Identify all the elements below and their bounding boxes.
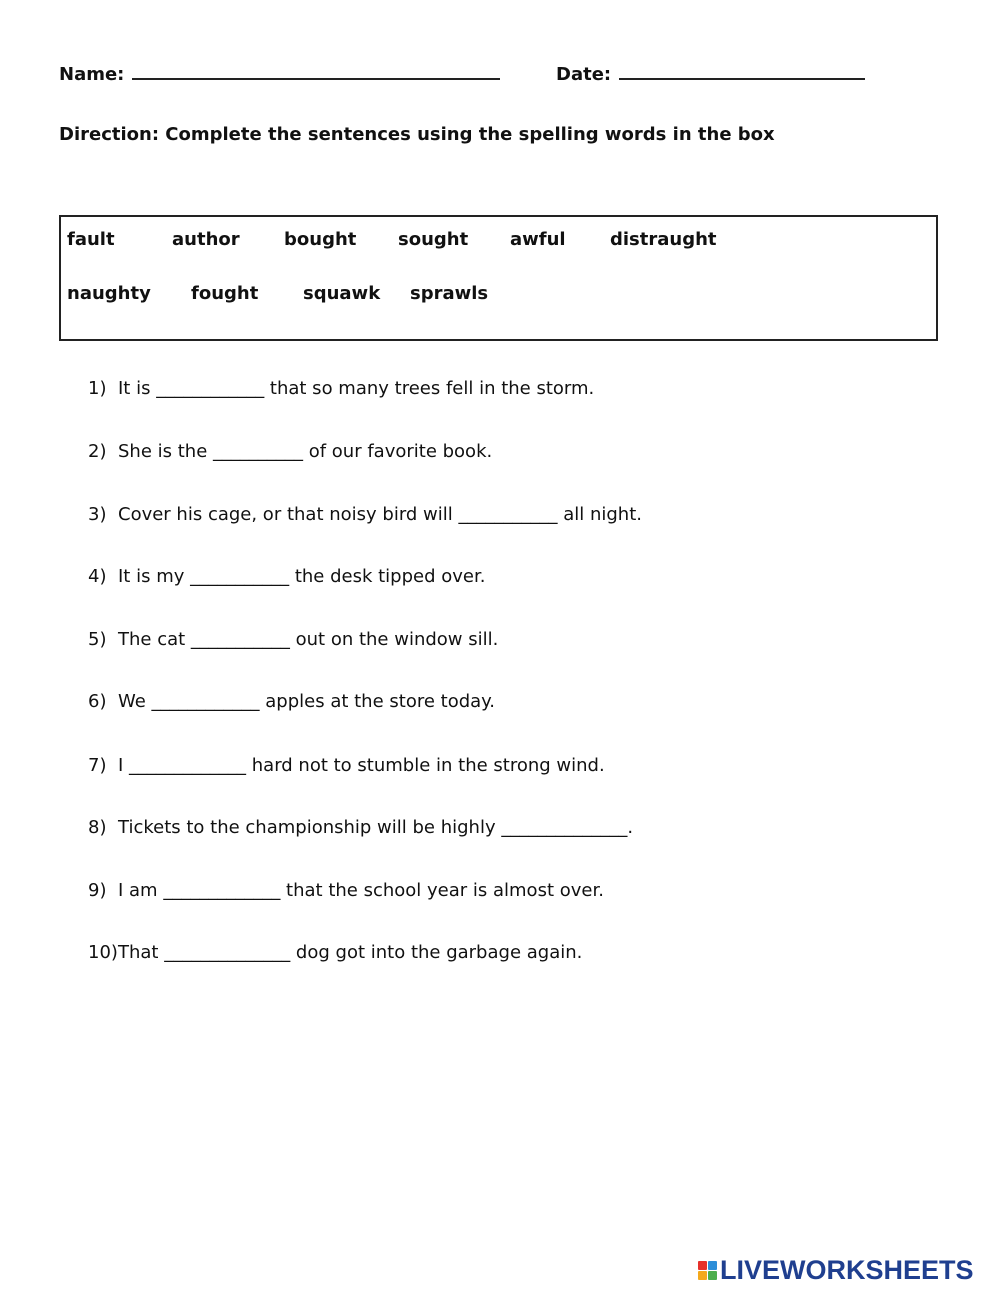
word-bank-item: squawk bbox=[303, 283, 381, 304]
brand-text: LIVEWORKSHEETS bbox=[720, 1254, 974, 1285]
question-item[interactable] bbox=[88, 629, 498, 650]
question-text: Tickets to the championship will be highly ______________. bbox=[118, 817, 634, 838]
liveworksheets-logo-icon bbox=[698, 1261, 717, 1280]
question-text: I am _____________ that the school year is almost over. bbox=[118, 880, 604, 901]
name-field[interactable] bbox=[59, 60, 500, 85]
word-bank-item: naughty bbox=[67, 283, 151, 304]
direction-text: Direction: Complete the sentences using the spelling words in the box bbox=[59, 124, 775, 145]
question-number: 7) bbox=[88, 755, 107, 776]
question-text: Cover his cage, or that noisy bird will ___________ all night. bbox=[118, 504, 642, 525]
word-bank-item: distraught bbox=[610, 229, 717, 250]
question-number: 2) bbox=[88, 441, 107, 462]
question-text: That ______________ dog got into the garbage again. bbox=[118, 942, 583, 963]
date-label: Date: bbox=[556, 64, 612, 85]
question-item[interactable] bbox=[88, 504, 642, 525]
question-number: 4) bbox=[88, 566, 107, 587]
question-item[interactable] bbox=[88, 378, 594, 399]
question-number: 10) bbox=[88, 942, 118, 963]
question-text: I _____________ hard not to stumble in the strong wind. bbox=[118, 755, 605, 776]
question-text: She is the __________ of our favorite book. bbox=[118, 441, 493, 462]
question-item[interactable] bbox=[88, 817, 633, 838]
question-item[interactable] bbox=[88, 755, 605, 776]
question-item[interactable] bbox=[88, 566, 485, 587]
question-number: 5) bbox=[88, 629, 107, 650]
logo-square-icon bbox=[698, 1271, 707, 1280]
question-text: It is my ___________ the desk tipped over. bbox=[118, 566, 486, 587]
word-bank-item: sprawls bbox=[410, 283, 489, 304]
date-blank-line[interactable] bbox=[619, 60, 865, 80]
question-number: 6) bbox=[88, 691, 107, 712]
question-number: 8) bbox=[88, 817, 107, 838]
question-text: It is ____________ that so many trees fell in the storm. bbox=[118, 378, 595, 399]
word-bank-item: author bbox=[172, 229, 240, 250]
question-number: 1) bbox=[88, 378, 107, 399]
word-bank-item: sought bbox=[398, 229, 469, 250]
word-bank-item: fault bbox=[67, 229, 115, 250]
question-item[interactable] bbox=[88, 691, 495, 712]
logo-square-icon bbox=[698, 1261, 707, 1270]
liveworksheets-brand bbox=[698, 1255, 974, 1285]
word-bank-item: awful bbox=[510, 229, 566, 250]
question-number: 9) bbox=[88, 880, 107, 901]
name-blank-line[interactable] bbox=[132, 60, 500, 80]
logo-square-icon bbox=[708, 1271, 717, 1280]
question-item[interactable] bbox=[88, 942, 582, 963]
name-label: Name: bbox=[59, 64, 125, 85]
word-bank-item: fought bbox=[191, 283, 259, 304]
question-text: We ____________ apples at the store today. bbox=[118, 691, 495, 712]
date-field[interactable] bbox=[556, 60, 865, 85]
question-text: The cat ___________ out on the window sill. bbox=[118, 629, 499, 650]
question-item[interactable] bbox=[88, 880, 604, 901]
question-item[interactable] bbox=[88, 441, 492, 462]
word-bank-box bbox=[59, 215, 938, 341]
word-bank-item: bought bbox=[284, 229, 357, 250]
question-number: 3) bbox=[88, 504, 107, 525]
logo-square-icon bbox=[708, 1261, 717, 1270]
